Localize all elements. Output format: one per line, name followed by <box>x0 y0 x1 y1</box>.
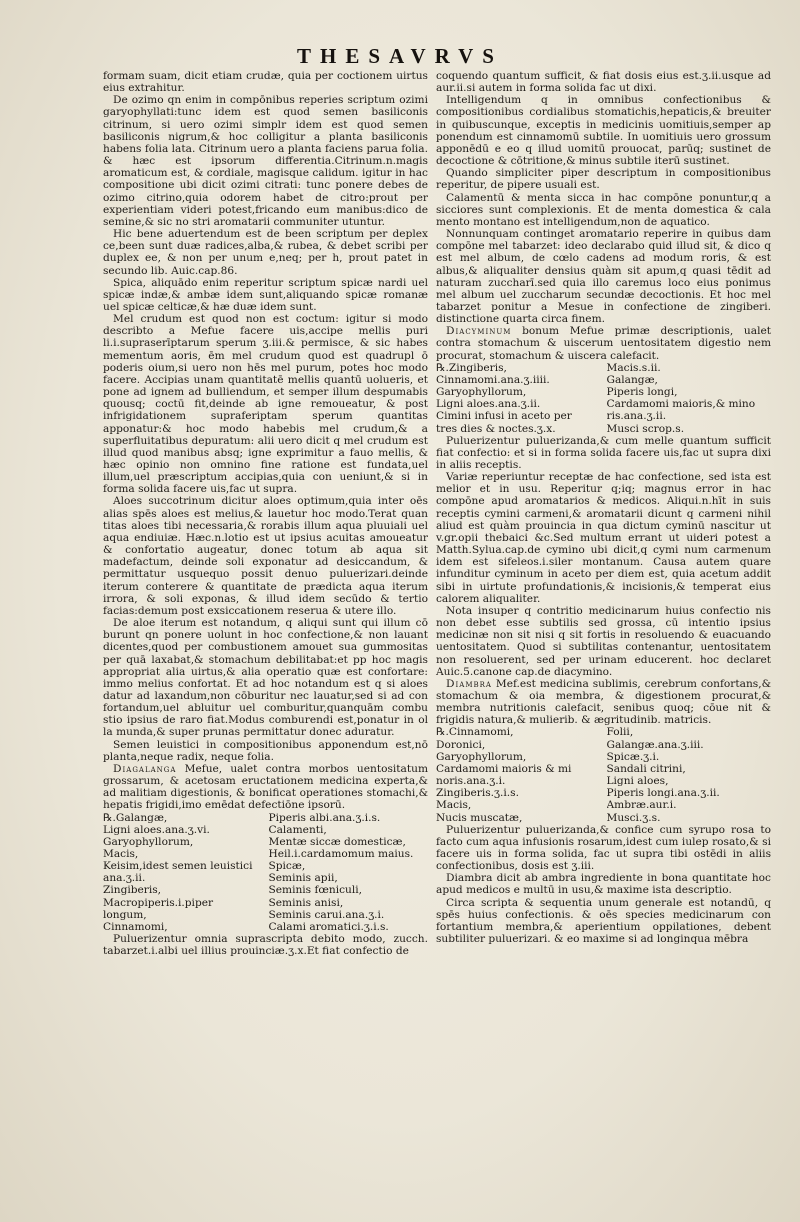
recipe-item: Seminis fœniculi, <box>268 884 362 897</box>
recipe-item: Piperis albi.ana.ʒ.i.s. <box>268 811 381 824</box>
right-column <box>436 70 771 945</box>
paragraph: Puluerizentur puluerizanda,& confice cum syrupo rosa to facto cum aqua infusionis rosarum,idest cum iulep rosato,& si facere uis in forma solida, fac ut supra tibi ostēdi in aliis confectionibus, dosis est ʒ.iii. <box>436 823 771 873</box>
recipe-item: Zingiberis.ʒ.i.s. <box>436 787 519 800</box>
recipe-item: longum, <box>103 908 147 921</box>
recipe-item: Cimini infusi in aceto per <box>436 410 572 423</box>
recipe-item: ℞.Zingiberis, <box>436 361 507 374</box>
paragraph: Puluerizentur omnia suprascripta debito modo, zucch. tabarzet.i.albi uel illius prouinciæ.ʒ.x.Et fiat confectio de <box>103 933 428 958</box>
recipe-item: Nucis muscatæ, <box>436 811 523 824</box>
recipe-item: Macis, <box>436 799 472 812</box>
recipe-item: Garyophyllorum, <box>103 835 194 848</box>
recipe-item: ℞.Cinnamomi, <box>436 726 514 739</box>
recipe-item: Ligni aloes, <box>606 775 669 788</box>
paragraph: Nonnunquam continget aromatario reperire in quibus dam compōne mel tabarzet: ideo declarabo quid illud sit, & dico q est mel album, de cœlo cadens ad modum roris, & est albus,& aliqualiter densius quàm sit apum,q quasi tēdit ad naturam zuccharī.sed quia illo caremus loco eius ponimus mel album uel zuccharum secundæ decoctionis. Et hoc mel tabarzet ponitur a Mesue in confectione de zingiberi. distinctione quarta circa finem. <box>436 228 771 326</box>
paragraph: Calamentū & menta sicca in hac compōne ponuntur,q a sicciores sunt complexionis. Et de menta domestica & cala mento montano est intelligendum,non de aquatico. <box>436 191 771 228</box>
paragraph: Hic bene aduertendum est de been scriptum per deplex ce,been sunt duæ radices,alba,& rubea, & debet scribi per duplex ee, & non per unum e,neq; per h, prout patet in secundo lib. Auic.cap.86. <box>103 228 428 277</box>
paragraph: Variæ reperiuntur receptæ de hac confectione, sed ista est melior et in usu. Reperitur q;iq; magnus error in hac compōne apud aromatarios & medicos. Aliqui.n.hīt in suis receptis cymini carmeni,& aromatarii dicunt q carmeni nihil aliud est quàm prouincia in qua dictum cyminū nascitur ut v.gr.opii thebaici &c.Sed multum errant ut uideri potest a Matth.Sylua.cap.de cymino ubi dicit,q cymi num carmenum idem est sifeleos.i.siler montanum. Causa autem quare infunditur cyminum in aceto per diem est, quia acetum addit sibi in uirtute profundationis,& incisionis,& temperat eius calorem aliqualiter. <box>436 471 771 605</box>
recipe-item: Ligni aloes.ana.ʒ.ii. <box>436 398 541 411</box>
recipe-item: Calami aromatici.ʒ.i.s. <box>268 920 389 933</box>
recipe-list <box>103 812 428 934</box>
recipe-item: Folii, <box>606 726 634 739</box>
section-lead: Diambra <box>446 677 492 690</box>
section-lead: Diagalanga <box>113 762 177 775</box>
section-text: Mefue, ualet contra morbos uentositatum grossarum, & acetosam eructationem medicina experta,& ad malitiam digestionis, & bonificat operationes stomachi,& hepatis frigidi,imo emēdat defectiōne ipsorū. <box>103 762 428 812</box>
recipe-item: Spicæ, <box>268 860 306 873</box>
left-column <box>103 70 428 957</box>
section-text: Mef.est medicina sublimis, cerebrum confortans,& stomachum & oia membra, & digestionem procurat,& membra nutritionis calefacit, senibus quoq; cōue nit & frigidis natura,& mulierib. & ægritudinib. matricis. <box>436 677 771 727</box>
paragraph: Semen leuistici in compositionibus apponendum est,nō planta,neque radix, neque folia. <box>103 738 428 763</box>
recipe-item: Seminis apii, <box>268 872 338 885</box>
recipe-item: noris.ana.ʒ.i. <box>436 775 506 788</box>
recipe-item: Piperis longi, <box>606 386 678 399</box>
recipe-list <box>436 362 771 435</box>
paragraph: Puluerizentur puluerizanda,& cum melle quantum sufficit fiat confectio: et si in forma solida facere uis,fac ut supra dixi in aliis receptis. <box>436 434 771 471</box>
paragraph <box>436 325 771 361</box>
recipe-item: tres dies & noctes.ʒ.x. <box>436 422 556 435</box>
recipe-item: Cardamomi maioris & mi <box>436 762 572 775</box>
recipe-item: Macis.s.ii. <box>606 361 661 374</box>
recipe-item: Keisim,idest semen leuistici <box>103 860 253 873</box>
recipe-item: Calamenti, <box>268 823 327 836</box>
paragraph: Aloes succotrinum dicitur aloes optimum,quia inter oēs alias spēs aloes est melius,& lauetur hoc modo.Terat quan titas aloes tibi necessaria,& rorabis illum aqua pluuiali uel aqua endiuiæ. Hæc.n.lotio est ut ipsius acuitas amoueatur & confortatio augeatur, donec totum ab aqua sit madefactum, deinde soli exponatur ad desiccandum, & permittatur usquequo possit denuo puluerizari.deinde iterum conterere & quantitate de prædicta aqua iterum irrora, & soli exponas, & illud idem secūdo & tertio facias:demum post exsiccationem reserua & utere illo. <box>103 495 428 617</box>
recipe-item: Garyophyllorum, <box>436 386 527 399</box>
recipe-item: Macropiperis.i.piper <box>103 896 214 909</box>
recipe-item: Galangæ.ana.ʒ.iii. <box>606 738 704 751</box>
recipe-item: Cinnamomi.ana.ʒ.iiii. <box>436 373 550 386</box>
recipe-item: Doronici, <box>436 738 486 751</box>
recipe-item: Cardamomi maioris,& mino <box>606 398 756 411</box>
recipe-item: Musci scrop.s. <box>606 422 685 435</box>
recipe-item: Mentæ siccæ domesticæ, <box>268 835 406 848</box>
recipe-item: Macis, <box>103 848 139 860</box>
recipe-item: Galangæ, <box>606 373 658 386</box>
paragraph: formam suam, dicit etiam crudæ, quia per coctionem uirtus eius extrahitur. <box>103 70 428 95</box>
recipe-item: Zingiberis, <box>103 884 162 897</box>
paragraph: Intelligendum q in omnibus confectionibus & compositionibus cordialibus stomatichis,hepaticis,& breuiter in quibuscunque, exceptis in medicinis uomitiuis,semper ap ponendum est cinnamomū subtile. In uomitiuis uero grossum apponēdū e eo q illud uomitū prouocat, parūq; sustinet de decoctione & cōtritione,& minus subtile iterū sustinet. <box>436 94 771 168</box>
paragraph: Circa scripta & sequentia unum generale est notandū, q spēs huius confectionis. & oēs species medicinarum con fortantium membra,& aperientium oppilationes, debent subtiliter puluerizari. & eo maxime si ad longinqua mēbra <box>436 896 771 946</box>
recipe-item: Ambræ.aur.i. <box>606 799 677 812</box>
recipe-item: Garyophyllorum, <box>436 750 527 763</box>
recipe-item: Ligni aloes.ana.ʒ.vi. <box>103 823 210 836</box>
recipe-item: Seminis anisi, <box>268 896 344 909</box>
paragraph: Nota insuper q contritio medicinarum huius confectio nis non debet esse subtilis sed grossa, cū intentio ipsius medicinæ non sit nisi q sit fortis in resoluendo & euacuando uentositatem. Quod si subtilitas contenantur, uentositatem non resoluerent, sed per urinam educerent. hoc declaret Auic.5.canone cap.de diacymino. <box>436 604 771 678</box>
section-lead: Diacyminum <box>446 325 512 338</box>
recipe-item: ℞.Galangæ, <box>103 811 168 824</box>
paragraph <box>436 678 771 727</box>
recipe-item: Piperis longi.ana.ʒ.ii. <box>606 787 720 800</box>
paragraph <box>103 763 428 812</box>
recipe-item: Cinnamomi, <box>103 920 168 933</box>
paragraph: Spica, aliquādo enim reperitur scriptum spicæ nardi uel spicæ indæ,& ambæ idem sunt,aliquando spicæ romanæ uel spicæ celticæ,& hæ duæ idem sunt. <box>103 276 428 313</box>
paragraph: Mel crudum est quod non est coctum: igitur si modo describto a Mefue facere uis,accipe mellis puri li.i.supraserīptarum sperum ʒ.iii.& permisce, & sic habes mementum aoris, ēm mel crudum quod est quadrupl ō poderis oium,si uero non hēs mel purum, potes hoc modo facere. Accipias unam quantitatē mellis quantū uolueris, et pone ad ignem ad bulliendum, et semper illum despumabis quousq; coctū fit,deinde ab igne remoueatur, & post infrigidationem supraferiptam sperum quantitas apponatur:& hoc modo habebis mel crudum,& a superfluitatibus depuratum: alii uero dicit q mel crudum est illud quod manibus absq; igne exprimitur a fauo mellis, & hæc opinio non omnino fine ratione est fundata,uel illum,uel præscriptum accipias,quia con ueniunt,& si in forma solida facere uis,fac ut supra. <box>103 313 428 496</box>
section-text: bonum Mefue primæ descriptionis, ualet contra stomachum & uiscerum uentositatem digestio nem procurat, stomachum & uiscera calefacit. <box>436 325 771 362</box>
paragraph: coquendo quantum sufficit, & fiat dosis eius est.ʒ.ii.usque ad aur.ii.si autem in forma solida fac ut dixi. <box>436 70 771 95</box>
recipe-item: Seminis carui.ana.ʒ.i. <box>268 908 385 921</box>
recipe-item: Spicæ.ʒ.i. <box>606 750 660 763</box>
recipe-item: Sandali citrini, <box>606 762 686 775</box>
recipe-item: ana.ʒ.ii. <box>103 872 146 885</box>
recipe-item: ris.ana.ʒ.ii. <box>606 410 667 423</box>
recipe-list <box>436 726 771 823</box>
paragraph: Diambra dicit ab ambra ingrediente in bona quantitate hoc apud medicos e multū in usu,& maxime ista descriptio. <box>436 872 771 897</box>
running-head: THESAVRVS <box>297 44 503 68</box>
paragraph: De ozimo qn enim in compōnibus reperies scriptum ozimi garyophyllati:tunc idem est quod semen basiliconis citrinum, si uero ozimi simplr idem est quod semen basiliconis nigrum,& hoc colligitur a planta basiliconis habens folia lata. Citrinum uero a planta faciens parua folia. & hæc est ipsorum differentia.Citrinum.n.magis aromaticum est, & cordiale, magisque calidum. igitur in hac compositione ubi dicit ozimi citrati: tunc ponere debes de ozimo citrino,quia odorem habet de citro:prout per experientiam videri potest,fricando eum manibus:dico de semine,& sic no stri aromatarii communiter utuntur. <box>103 94 428 228</box>
recipe-item: Musci.ʒ.s. <box>606 811 661 824</box>
paragraph: Quando simpliciter piper descriptum in compositionibus reperitur, de pipere usuali est. <box>436 167 771 192</box>
paragraph: De aloe iterum est notandum, q aliqui sunt qui illum cō burunt qn ponere uolunt in hoc confectione,& non lauant dicentes,quod per combustionem amouet sua gummositas per quā laxabat,& stomachum debilitabat:et pp hoc magis appropriat alia uirtus,& alia operatio quæ est confortare: immo melius confortat. Et ad hoc notandum est q si aloes datur ad laxandum,non cōburitur nec lauatur,sed si ad con fortandum,uel abluitur uel comburitur,quanquām combu stio ipsius de raro fiat.Modus comburendi est,ponatur in ol la munda,& super prunas permittatur donec aduratur. <box>103 617 428 739</box>
recipe-item: Heil.i.cardamomum maius. <box>268 848 414 860</box>
